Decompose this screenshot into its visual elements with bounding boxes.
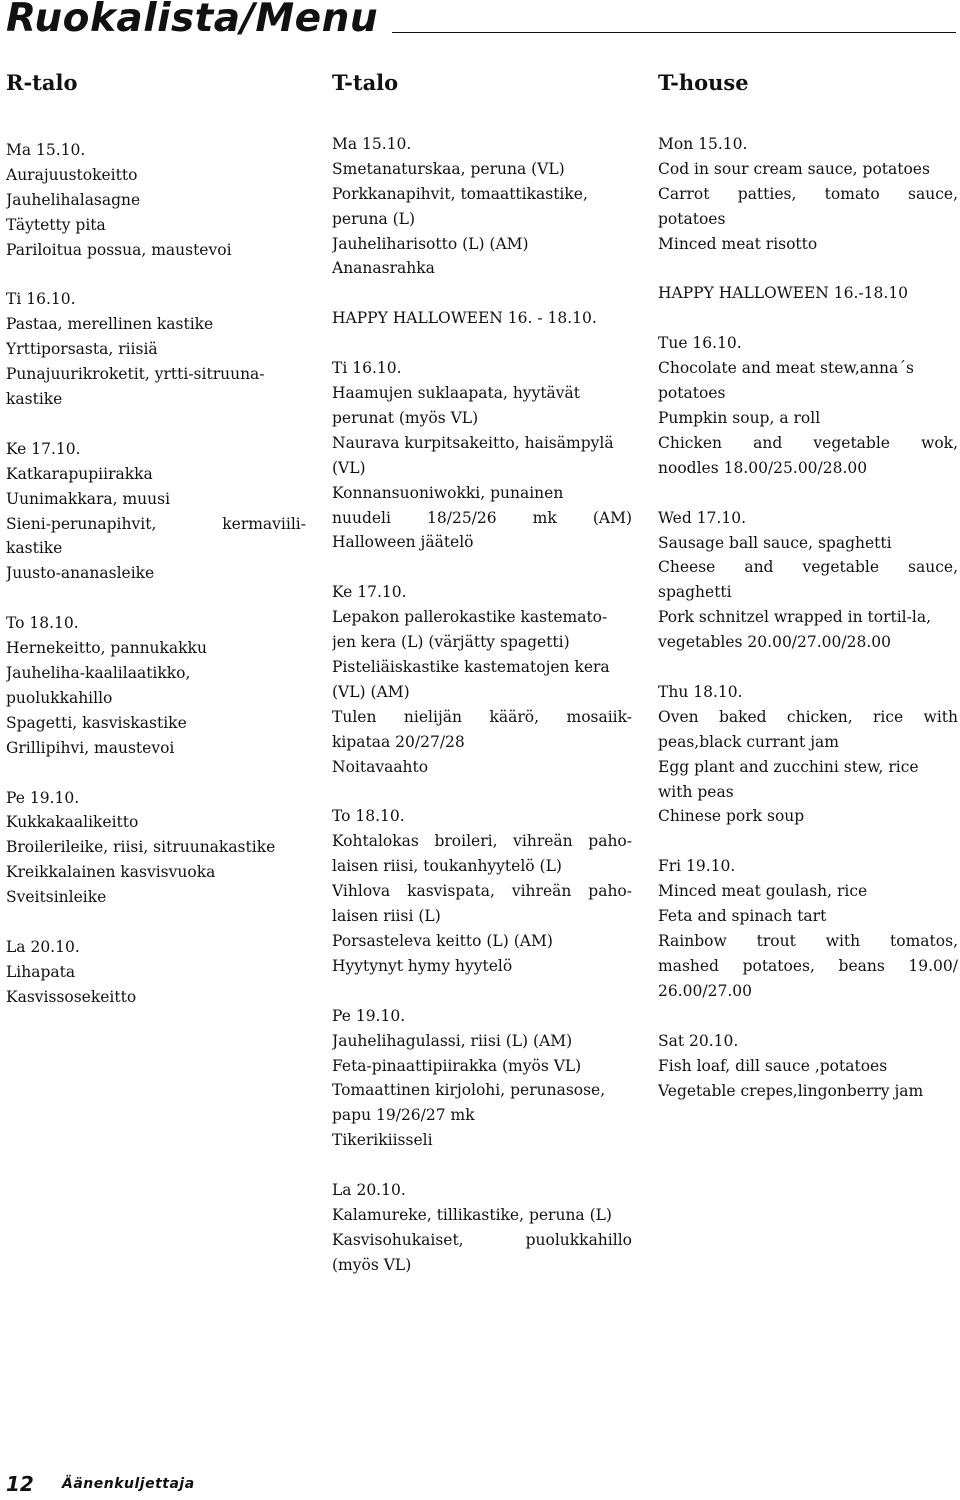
masthead-title: Ruokalista/Menu <box>6 0 379 41</box>
dish-line: Katkarapupiirakka <box>6 464 153 483</box>
dish-line: Feta-pinaattipiirakka (myös VL) <box>332 1056 582 1075</box>
dish-line: Naurava kurpitsakeitto, haisämpylä <box>332 433 614 452</box>
page-footer <box>0 1470 960 1500</box>
dish-line: Feta and spinach tart <box>658 907 827 926</box>
day-block <box>332 1004 632 1153</box>
dish-line: Haamujen suklaapata, hyytävät <box>332 384 581 403</box>
day-block <box>332 580 632 779</box>
day-heading: HAPPY HALLOWEEN 16.-18.10 <box>658 284 909 303</box>
day-block <box>6 287 306 411</box>
dish-line: 26.00/27.00 <box>658 981 752 1000</box>
day-heading: Fri 19.10. <box>658 857 736 876</box>
dish-line: Hernekeitto, pannukakku <box>6 639 207 658</box>
day-heading: Mon 15.10. <box>658 135 748 153</box>
menu-column-r-talo <box>6 64 306 1035</box>
dish-line: Chicken and vegetable wok, <box>658 433 958 452</box>
day-heading: Ti 16.10. <box>332 359 402 378</box>
dish-line: Broilerileike, riisi, sitruunakastike <box>6 838 276 857</box>
dish-line: Kalamureke, tillikastike, peruna (L) <box>332 1205 612 1224</box>
dish-line: Sveitsinleike <box>6 888 107 907</box>
dish-line: Chocolate and meat stew,anna´s <box>658 359 914 378</box>
day-heading: Ke 17.10. <box>6 439 81 458</box>
column-heading: T-talo <box>332 70 399 95</box>
dish-line: potatoes <box>658 384 726 403</box>
dish-line: kastike <box>6 539 63 558</box>
dish-line: Jauhelihalasagne <box>6 190 141 209</box>
dish-line: Punajuurikroketit, yrtti-sitruuna- <box>6 365 265 384</box>
dish-line: Ananasrahka <box>332 259 435 278</box>
day-block <box>332 356 632 555</box>
day-block <box>658 281 958 306</box>
dish-line: Grillipihvi, maustevoi <box>6 738 175 757</box>
dish-line: Vihlova kasvispata, vihreän paho- <box>332 882 632 901</box>
dish-line: Pumpkin soup, a roll <box>658 409 821 428</box>
dish-line: Cod in sour cream sauce, potatoes <box>658 159 930 178</box>
dish-line: Egg plant and zucchini stew, rice <box>658 757 919 776</box>
dish-line: Minced meat risotto <box>658 234 818 253</box>
day-block <box>6 437 306 586</box>
day-heading: Tue 16.10. <box>658 334 742 353</box>
dish-line: Cheese and vegetable sauce, <box>658 558 958 577</box>
menu-column-t-house <box>658 64 958 1128</box>
day-heading: To 18.10. <box>332 807 405 826</box>
column-heading: R-talo <box>6 70 78 95</box>
dish-line: jen kera (L) (värjätty spagetti) <box>332 633 570 652</box>
dish-line: mashed potatoes, beans 19.00/ <box>658 956 958 975</box>
dish-line: Fish loaf, dill sauce ,potatoes <box>658 1056 888 1075</box>
day-heading: Ma 15.10. <box>332 135 412 153</box>
dish-line: Jauheliharisotto (L) (AM) <box>332 234 529 253</box>
day-heading: Wed 17.10. <box>658 508 746 527</box>
dish-line: laisen riisi (L) <box>332 907 441 926</box>
day-heading: HAPPY HALLOWEEN 16. - 18.10. <box>332 309 597 328</box>
day-block <box>6 611 306 760</box>
menu-column-t-talo <box>332 64 632 1303</box>
day-heading: La 20.10. <box>6 938 80 957</box>
dish-line: Porkkanapihvit, tomaattikastike, <box>332 184 588 203</box>
dish-line: Lepakon pallerokastike kastemato- <box>332 608 608 627</box>
dish-line: Pariloitua possua, maustevoi <box>6 240 232 259</box>
dish-line: Kohtalokas broileri, vihreän paho- <box>332 832 632 851</box>
dish-line: Juusto-ananasleike <box>6 564 155 583</box>
dish-line: Kasvissosekeitto <box>6 987 137 1006</box>
dish-line: (myös VL) <box>332 1255 412 1274</box>
day-heading: La 20.10. <box>332 1181 406 1200</box>
day-heading: To 18.10. <box>6 614 79 633</box>
day-heading: Pe 19.10. <box>6 788 80 807</box>
dish-line: Yrttiporsasta, riisiä <box>6 340 158 359</box>
day-block <box>332 804 632 978</box>
dish-line: peas,black currant jam <box>658 732 839 751</box>
dish-line: Oven baked chicken, rice with <box>658 707 958 726</box>
dish-line: Konnansuoniwokki, punainen <box>332 483 564 502</box>
dish-line: Uunimakkara, muusi <box>6 489 171 508</box>
dish-line: Smetanaturskaa, peruna (VL) <box>332 159 565 178</box>
dish-line: Spagetti, kasviskastike <box>6 713 187 732</box>
dish-line: kipataa 20/27/28 <box>332 732 465 751</box>
day-block <box>6 935 306 1010</box>
dish-line: Halloween jäätelö <box>332 533 474 552</box>
day-block <box>332 132 632 281</box>
dish-line: Pastaa, merellinen kastike <box>6 315 214 334</box>
dish-line: Lihapata <box>6 962 76 981</box>
day-block <box>658 1029 958 1104</box>
dish-line: laisen riisi, toukanhyytelö (L) <box>332 857 562 876</box>
dish-line: Noitavaahto <box>332 757 429 776</box>
dish-line: with peas <box>658 782 734 801</box>
dish-line: kastike <box>6 390 63 409</box>
dish-line: Chinese pork soup <box>658 807 805 826</box>
day-heading: Ma 15.10. <box>6 141 86 159</box>
day-block <box>658 680 958 829</box>
masthead-rule <box>392 32 956 33</box>
dish-line: noodles 18.00/25.00/28.00 <box>658 458 868 477</box>
day-heading: Pe 19.10. <box>332 1006 406 1025</box>
dish-line: Kukkakaalikeitto <box>6 813 139 832</box>
dish-line: Tikerikiisseli <box>332 1131 433 1150</box>
day-heading: Ke 17.10. <box>332 583 407 602</box>
dish-line: Aurajuustokeitto <box>6 165 138 184</box>
publication-name: Äänenkuljettaja <box>62 1476 195 1492</box>
day-heading: Ti 16.10. <box>6 290 76 309</box>
day-block <box>658 854 958 1003</box>
dish-line: Kreikkalainen kasvisvuoka <box>6 863 216 882</box>
dish-line: perunat (myös VL) <box>332 409 479 428</box>
dish-line: peruna (L) <box>332 209 416 228</box>
day-block <box>6 786 306 910</box>
dish-line: Hyytynyt hymy hyytelö <box>332 956 513 975</box>
dish-line: vegetables 20.00/27.00/28.00 <box>658 633 891 652</box>
dish-line: papu 19/26/27 mk <box>332 1106 475 1125</box>
day-block <box>332 306 632 331</box>
day-block <box>332 1178 632 1278</box>
dish-line: Tulen nielijän käärö, mosaiik- <box>332 707 632 726</box>
dish-line: Vegetable crepes,lingonberry jam <box>658 1081 924 1100</box>
dish-line: (VL) <box>332 458 366 477</box>
masthead <box>0 0 960 48</box>
dish-line: potatoes <box>658 209 726 228</box>
dish-line: Pisteliäiskastike kastematojen kera <box>332 658 610 677</box>
dish-line: Carrot patties, tomato sauce, <box>658 184 958 203</box>
dish-line: puolukkahillo <box>6 688 113 707</box>
dish-line: Jauheliha-kaalilaatikko, <box>6 664 191 683</box>
dish-line: Rainbow trout with tomatos, <box>658 932 958 951</box>
day-block <box>658 132 958 256</box>
dish-line: Sieni-perunapihvit, kermaviili- <box>6 514 306 533</box>
dish-line: Porsasteleva keitto (L) (AM) <box>332 931 553 950</box>
dish-line: spaghetti <box>658 583 732 602</box>
day-heading: Thu 18.10. <box>658 683 743 702</box>
day-block <box>658 506 958 655</box>
column-heading: T-house <box>658 70 749 95</box>
day-heading: Sat 20.10. <box>658 1031 739 1050</box>
dish-line: (VL) (AM) <box>332 682 410 701</box>
dish-line: Täytetty pita <box>6 215 106 234</box>
dish-line: Tomaattinen kirjolohi, perunasose, <box>332 1081 606 1100</box>
dish-line: nuudeli 18/25/26 mk (AM) <box>332 508 632 527</box>
page-number: 12 <box>6 1472 34 1496</box>
dish-line: Pork schnitzel wrapped in tortil-la, <box>658 608 931 627</box>
dish-line: Sausage ball sauce, spaghetti <box>658 533 892 552</box>
day-block <box>658 331 958 480</box>
dish-line: Kasvisohukaiset, puolukkahillo <box>332 1230 632 1249</box>
day-block <box>6 138 306 262</box>
dish-line: Jauhelihagulassi, riisi (L) (AM) <box>332 1031 573 1050</box>
dish-line: Minced meat goulash, rice <box>658 882 868 901</box>
